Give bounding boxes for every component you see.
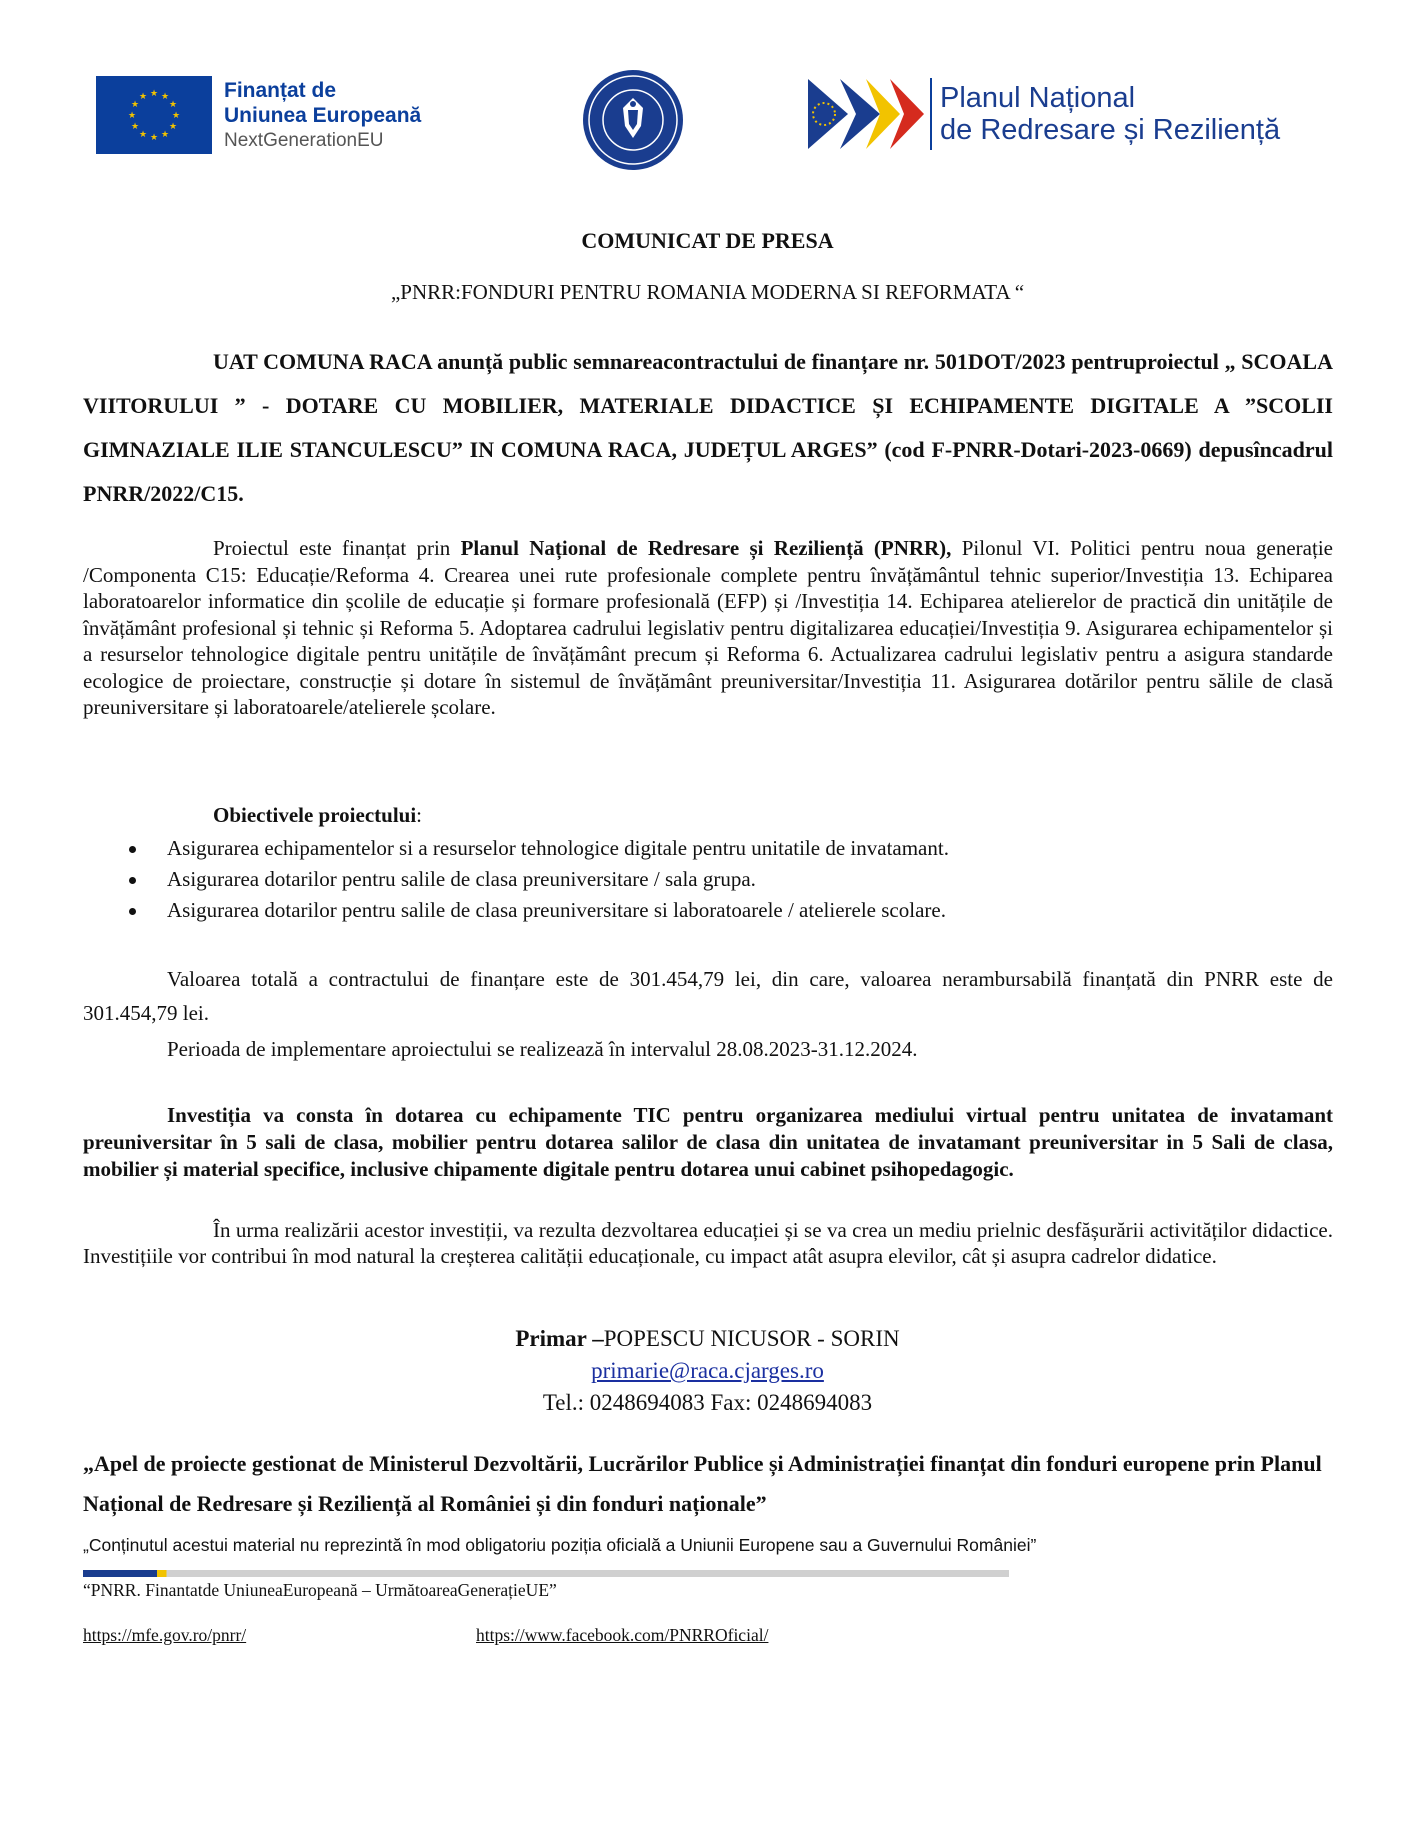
- implementation-period: Perioada de implementare aproiectului se realizează în intervalul 28.08.2023-31.12.2024.: [167, 1037, 918, 1061]
- document-subtitle: „PNRR:FONDURI PENTRU ROMANIA MODERNA SI REFORMATA “: [390, 280, 1025, 304]
- header-logos: [96, 68, 1336, 178]
- bullet-icon: [129, 877, 136, 884]
- eu-funding-logo: [96, 76, 421, 154]
- svg-text:★: ★: [138, 130, 148, 140]
- bullet-icon: [129, 846, 136, 853]
- svg-text:★: ★: [130, 100, 140, 110]
- objectives-heading-text: Obiectivele proiectului: [213, 803, 417, 827]
- investment-paragraph: Investiția va consta în dotarea cu echipamente TIC pentru organizarea mediului virtual pentru unitatea de invatamant preuniversitar în 5 sali de clasa, mobilier pentru dotarea salilor de clasa din unitatea de invatamant preuniversitar in 5 Sali de clasa, mobilier și material specifice, inclusive chipamente digitale pentru dotarea unui cabinet psihopedagogic.: [83, 1103, 1333, 1181]
- objective-text: Asigurarea dotarilor pentru salile de clasa preuniversitare / sala grupa.: [167, 867, 756, 891]
- svg-text:★: ★: [127, 111, 137, 121]
- objective-item: [83, 864, 1333, 895]
- objective-text: Asigurarea dotarilor pentru salile de clasa preuniversitare si laboratoarele / atelierele scolare.: [167, 898, 946, 922]
- document-title: COMUNICAT DE PRESA: [581, 228, 834, 253]
- bullet-icon: [129, 908, 136, 915]
- romanian-government-seal-icon: [581, 68, 685, 172]
- svg-text:★: ★: [160, 92, 170, 102]
- svg-text:★: ★: [130, 122, 140, 132]
- pnrr-text-line2: de Redresare și Reziliență: [940, 114, 1281, 146]
- objective-item: [83, 895, 1333, 926]
- svg-text:★: ★: [168, 122, 178, 132]
- svg-text:★: ★: [160, 130, 170, 140]
- svg-text:★: ★: [171, 111, 181, 121]
- financing-text-start: Proiectul este finanțat prin: [213, 536, 461, 560]
- eu-text-line1: Finanțat de: [224, 78, 337, 102]
- svg-text:★: ★: [149, 133, 159, 143]
- eu-text-line2: Uniunea Europeană: [224, 104, 422, 128]
- svg-text:★: ★: [149, 89, 159, 99]
- pnrr-text-line1: Planul Național: [940, 81, 1136, 114]
- financing-text-rest: Pilonul VI. Politici pentru noua generație /Componenta C15: Educație/Reforma 4. Crearea unei rute profesionale complete pentru învățământul tehnic superior/Investiția 13. Echiparea laboratoarelor informatice din școlile de educație și formare profesională (EFP) și /Investiția 14. Echiparea atelierelor de practică din unitățile de învățământ profesional și tehnic și Reforma 5. Adoptarea cadrului legislativ pentru digitalizarea educației/Investiția 9. Asigurarea echipamentelor și a resurselor tehnologice digitale pentru unitățile de învățământ precum și Reforma 6. Actualizarea cadrului legislativ pentru a asigura standarde ecologice de proiectare, construcție și dotare în sistemul de învățământ preuniversitar/Investiția 11. Asigurarea dotărilor pentru sălile de clasă preuniversitare și laboratoarele/atelierele școlare.: [83, 536, 1333, 719]
- financing-program-name: Planul Național de Redresare și Reziliență (PNRR),: [460, 536, 952, 560]
- objectives-list: [83, 833, 1333, 926]
- footer-tagline: “PNRR. Finantatde UniuneaEuropeană – UrmătoareaGenerațieUE”: [83, 1580, 557, 1600]
- disclaimer: „Conținutul acestui material nu reprezintă în mod obligatoriu poziția oficială a Uniunii Europene sau a Guvernului României”: [83, 1535, 1037, 1555]
- objectives-heading: [213, 803, 422, 828]
- intro-paragraph: UAT COMUNA RACA anunță public semnareacontractului de finanțare nr. 501DOT/2023 pentruproiectul „ SCOALA VIITORULUI ” - DOTARE CU MOBILIER, MATERIALE DIDACTICE ȘI ECHIPAMENTE DIGITALE A ”SCOLII GIMNAZIALE ILIE STANCULESCU” IN COMUNA RACA, JUDEȚUL ARGES” (cod F-PNRR-Dotari-2023-0669) depusîncadrul PNRR/2022/C15.: [83, 349, 1333, 506]
- mayor-label: Primar –: [515, 1326, 604, 1351]
- email-link[interactable]: primarie@raca.cjarges.ro: [591, 1358, 824, 1383]
- objectives-heading-colon: :: [416, 803, 423, 827]
- pnrr-divider: [930, 78, 932, 150]
- financing-paragraph: [83, 535, 1333, 721]
- mayor-line: [0, 1323, 1415, 1355]
- svg-text:★: ★: [138, 92, 148, 102]
- eu-text-line3: NextGenerationEU: [224, 130, 384, 152]
- signature-block: [0, 1323, 1415, 1419]
- footer-links: [83, 1625, 769, 1646]
- funding-appeal: „Apel de proiecte gestionat de Ministerul Dezvoltării, Lucrărilor Publice și Administrației finanțat din fonduri europene prin Planul Național de Redresare și Reziliență al României și din fonduri naționale”: [83, 1451, 1322, 1516]
- svg-text:★: ★: [168, 100, 178, 110]
- pnrr-arrow-icon: [808, 79, 926, 149]
- mfe-pnrr-link[interactable]: https://mfe.gov.ro/pnrr/: [83, 1625, 247, 1645]
- mayor-name: POPESCU NICUSOR - SORIN: [603, 1326, 900, 1351]
- footer-color-bar: [83, 1570, 1009, 1577]
- contract-value-paragraph: Valoarea totală a contractului de finanțare este de 301.454,79 lei, din care, valoarea nerambursabilă finanțată din PNRR este de 301.454,79 lei.: [83, 967, 1333, 1025]
- result-paragraph: În urma realizării acestor investiții, va rezulta dezvoltarea educației și se va crea un mediu prielnic desfășurării activităților didactice. Investițiile vor contribui în mod natural la creșterea calității educaționale, cu impact atât asupra elevilor, cât și asupra cadrelor didatice.: [83, 1218, 1333, 1268]
- objective-text: Asigurarea echipamentelor si a resurselor tehnologice digitale pentru unitatile de invatamant.: [167, 836, 949, 860]
- facebook-pnrr-link[interactable]: https://www.facebook.com/PNRROficial/: [476, 1625, 769, 1645]
- eu-flag-icon: [96, 76, 212, 154]
- phone-fax: Tel.: 0248694083 Fax: 0248694083: [542, 1390, 873, 1415]
- pnrr-logo: [808, 78, 1280, 150]
- objective-item: [83, 833, 1333, 864]
